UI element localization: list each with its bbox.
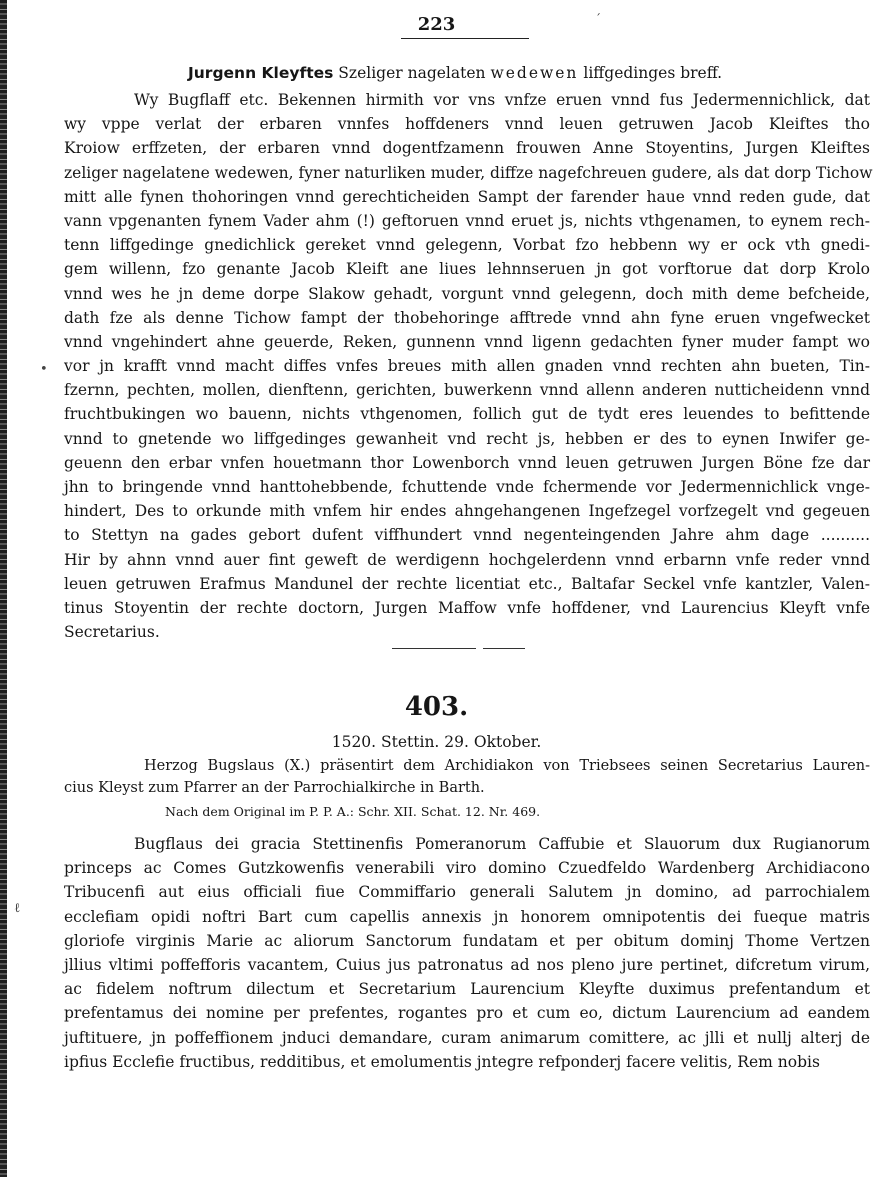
text-line: ac fidelem noftrum dilectum et Secretarium Laurencium Kleyfte duximus prefentandum et	[64, 980, 870, 999]
text-line: Bugflaus dei gracia Stettinenfis Pomeranorum Caffubie et Slauorum dux Rugianorum	[134, 835, 870, 853]
text-line: ipfius Ecclefie fructibus, redditibus, et emolumentis jntegre refponderj facere velitis, Rem nobis	[64, 1052, 820, 1071]
text-line: ecclefiam opidi noftri Bart cum capellis annexis jn honorem omnipotentis dei fueque matris	[64, 907, 870, 926]
section-divider-short	[483, 648, 525, 649]
text-line: prefentamus dei nomine per prefentes, rogantes pro et cum eo, dictum Laurencium ad eandem	[64, 1004, 870, 1023]
document-number: 403.	[404, 692, 469, 722]
margin-mark: ℓ	[14, 901, 21, 916]
doc1-heading-c: liffgedinges breff.	[583, 64, 723, 82]
dateline: 1520. Stettin. 29. Oktober.	[331, 733, 542, 751]
regest-summary	[64, 755, 870, 799]
text-line: princeps ac Comes Gutzkowenfis venerabili viro domino Czuedfeldo Wardenberg Archidiacono	[64, 859, 870, 878]
margin-mark: •	[40, 362, 48, 377]
stray-mark: ˊ	[595, 12, 601, 26]
doc1-heading-a: Szeliger nagelaten	[338, 64, 486, 82]
text-line: Hir by ahnn vnnd auer fint geweft de werdigenn hochgelerdenn vnnd erbarnn vnfe reder vnnd	[64, 550, 870, 569]
text-line: gem willenn, fzo genante Jacob Kleift ane liues lehnnseruen jn got vorftorue dat dorp Krolo	[64, 260, 870, 279]
text-line: vnnd wes he jn deme dorpe Slakow gehadt, vorgunt vnnd gelegenn, doch mith deme befcheide,	[64, 284, 870, 303]
doc1-heading-name: Jurgenn Kleyftes	[188, 64, 334, 82]
doc1-heading-b: wedewen	[490, 64, 579, 82]
text-line: Wy Bugflaff etc. Bekennen hirmith vor vns vnfze eruen vnnd fus Jedermennichlick, dat	[134, 91, 870, 109]
doc1-body	[64, 88, 873, 644]
text-line: zeliger nagelatene wedewen, fyner naturliken muder, diffze nagefchreuen gudere, als dat dorp Tichow	[64, 163, 873, 182]
text-line: fzernn, pechten, mollen, dienftenn, gerichten, buwerkenn vnnd allenn anderen nutticheidenn vnnd	[64, 381, 870, 400]
text-line: wy vppe verlat der erbaren vnnfes hoffdeners vnnd leuen getruwen Jacob Kleiftes tho	[64, 115, 870, 134]
page-number: 223	[417, 14, 456, 35]
text-line: mitt alle fynen thohoringen vnnd gerechticheiden Sampt der farender haue vnnd reden gude, dat	[64, 187, 870, 206]
text-line: jllius vltimi poffefforis vacantem, Cuius jus patronatus ad nos pleno jure pertinet, difcretum virum,	[64, 955, 870, 974]
summary-line: cius Kleyst zum Pfarrer an der Parrochialkirche in Barth.	[64, 780, 485, 796]
text-line: geuenn den erbar vnfen houetmann thor Lowenborch vnnd leuen getruwen Jurgen Böne fze dar	[64, 453, 870, 472]
text-line: tenn liffgedinge gnedichlick gereket vnnd gelegenn, Vorbat fzo hebbenn wy er ock vth gnedi-	[64, 236, 870, 255]
summary-line: Herzog Bugslaus (X.) präsentirt dem Archidiakon von Triebsees seinen Secretarius Lauren-	[144, 758, 870, 774]
doc2-body	[64, 832, 870, 1074]
text-line: vann vpgenanten fynem Vader ahm (!) geftoruen vnnd eruet js, nichts vthgenamen, to eynem rech-	[64, 211, 870, 230]
text-line: leuen getruwen Erafmus Mandunel der rechte licentiat etc., Baltafar Seckel vnfe kantzler, Valen-	[64, 574, 870, 593]
text-line: to Stettyn na gades gebort dufent viffhundert vnnd negenteingenden Jahre ahm dage ..........	[64, 526, 870, 545]
text-line: vnnd to gnetende wo liffgedinges gewanheit vnd recht js, hebben er des to eynen Inwifer ge-	[64, 429, 870, 448]
section-divider	[392, 648, 476, 649]
text-line: gloriofe virginis Marie ac aliorum Sanctorum fundatam et per obitum dominj Thome Vertzen	[64, 931, 870, 950]
text-line: dath fze als denne Tichow fampt der thobehoringe afftrede vnnd ahn fyne eruen vngefwecket	[64, 308, 870, 327]
text-line: Secretarius.	[64, 623, 160, 642]
text-line: fruchtbukingen wo bauenn, nichts vthgenomen, follich gut de tydt eres leuendes to befittende	[64, 405, 870, 424]
text-line: jhn to bringende vnnd hanttohebbende, fchuttende vnde fchermende vor Jedermennichlick vnge-	[64, 478, 870, 496]
text-line: Kroiow erffzeten, der erbaren vnnd dogentfzamenn frouwen Anne Stoyentins, Jurgen Kleiftes	[64, 139, 870, 158]
text-line: juftituere, jn poffeffionem jnduci demandare, curam animarum comittere, ac jlli et nullj alterj de	[64, 1028, 870, 1047]
text-line: vnnd vngehindert ahne geuerde, Reken, gunnenn vnnd ligenn gedachten fyner muder fampt wo	[64, 332, 870, 351]
source-note: Nach dem Original im P. P. A.: Schr. XII. Schat. 12. Nr. 469.	[165, 804, 541, 819]
text-line: vor jn krafft vnnd macht diffes vnfes breues mith allen gnaden vnnd rechten ahn bueten, Tin-	[64, 357, 870, 376]
doc1-heading	[188, 64, 722, 82]
text-line: Tribucenfi aut eius officiali fiue Commiffario generali Salutem jn domino, ad parrochialem	[64, 883, 870, 902]
text-line: tinus Stoyentin der rechte doctorn, Jurgen Maffow vnfe hoffdener, vnd Laurencius Kleyft vnfe	[64, 598, 870, 617]
page-number-rule	[401, 38, 529, 39]
scan-edge	[0, 0, 7, 1177]
text-line: hindert, Des to orkunde mith vnfem hir endes ahngehangenen Ingefzegel vorfzegelt vnd gegeuen	[64, 502, 870, 521]
